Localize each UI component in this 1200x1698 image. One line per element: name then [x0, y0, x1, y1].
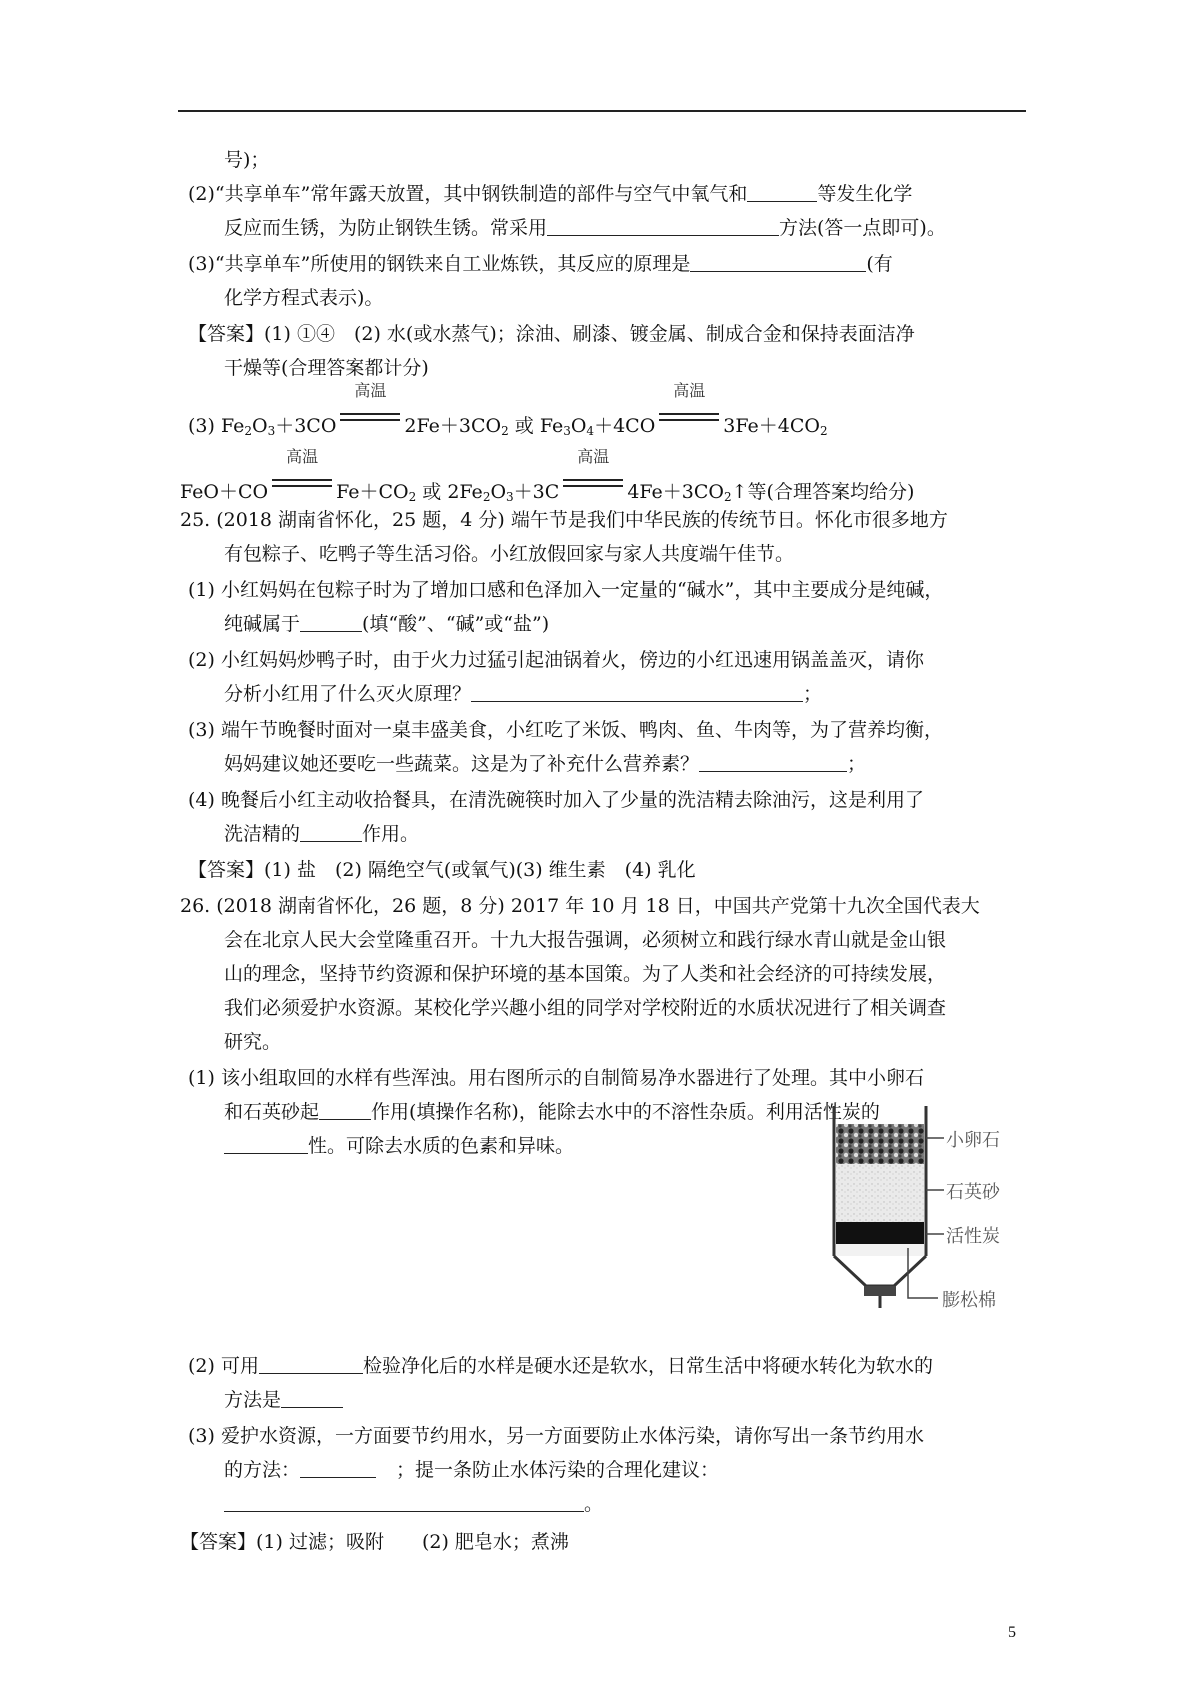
text-line: 会在北京人民大会堂隆重召开。十九大报告强调，必须树立和践行绿水青山就是金山银 [224, 929, 947, 951]
text-line: (4) 晚餐后小红主动收拾餐具，在清洗碗筷时加入了少量的洗洁精去除油污，这是利用了 [188, 789, 924, 811]
text-line: 化学方程式表示)。 [224, 287, 384, 309]
answer-blank [259, 1353, 363, 1374]
answer-blank [471, 681, 803, 702]
answer-blank [224, 1491, 584, 1512]
text-line: 。 [224, 1490, 603, 1520]
text-line: (2) 可用 检验净化后的水样是硬水还是软水，日常生活中将硬水转化为软水的 [188, 1355, 933, 1377]
water-purifier-figure [828, 1098, 1030, 1320]
reaction-condition: 高温 [270, 470, 334, 498]
text-line: (2)“共享单车”常年露天放置，其中钢铁制造的部件与空气中氧气和 等发生化学 [188, 183, 913, 205]
answer-line: 干燥等(合理答案都计分) [224, 357, 429, 379]
text-line: 分析小红用了什么灭火原理？ ； [224, 683, 823, 705]
text-line: 和石英砂起 作用(填操作名称)，能除去水中的不溶性杂质。利用活性炭的 [224, 1101, 880, 1123]
text-line: 研究。 [224, 1031, 282, 1053]
carbon-layer [836, 1222, 924, 1244]
page-number: 5 [1008, 1624, 1016, 1641]
answer-line: 【答案】(1) 过滤；吸附 (2) 肥皂水；煮沸 [180, 1531, 569, 1553]
answer-blank [747, 181, 817, 202]
figure-label: 石英砂 [946, 1182, 1000, 1203]
text-line: 有包粽子、吃鸭子等生活习俗。小红放假回家与家人共度端午佳节。 [224, 543, 795, 565]
text-line: 妈妈建议她还要吃一些蔬菜。这是为了补充什么营养素？ ； [224, 753, 867, 775]
question-25-title: 25. (2018 湖南省怀化，25 题，4 分) 端午节是我们中华民族的传统节日。怀化市很多地方 [180, 509, 948, 531]
answer-blank [547, 215, 779, 236]
figure-label: 活性炭 [946, 1226, 1000, 1247]
answer-blank [300, 1457, 376, 1478]
text-line: (3)“共享单车”所使用的钢铁来自工业炼铁，其反应的原理是 (有 [188, 253, 893, 275]
text-line: 反应而生锈，为防止钢铁生锈。常采用 方法(答一点即可)。 [224, 217, 946, 239]
question-26-title: 26. (2018 湖南省怀化，26 题，8 分) 2017 年 10 月 18 日，中国共产党第十九次全国代表大 [180, 895, 980, 917]
answer-blank [300, 611, 362, 632]
text-line: 我们必须爱护水资源。某校化学兴趣小组的同学对学校附近的水质状况进行了相关调查 [224, 997, 947, 1019]
answer-blank [690, 251, 866, 272]
text-line: 号)； [224, 149, 270, 171]
answer-line: 【答案】(1) ①④ (2) 水(或水蒸气)；涂油、刷漆、镀金属、制成合金和保持表面洁净 [188, 323, 915, 345]
text-line: 性。可除去水质的色素和异味。 [224, 1132, 574, 1162]
answer-line: 【答案】(1) 盐 (2) 隔绝空气(或氧气)(3) 维生素 (4) 乳化 [188, 859, 696, 881]
cotton-layer [836, 1244, 924, 1256]
equation-row: FeO＋CO 高温 $Fe+CO_2$ 或 $2Fe_2O_3+3C$ 高温 $4Fe+3CO_2↑$等(合理答案均给分) [180, 447, 915, 504]
reaction-condition: 高温 [657, 404, 721, 432]
equation-row: (3) $Fe_2O_3+3CO$ 高温 $2Fe+3CO_2$ 或 $Fe_3O_4+4CO$ 高温 $3Fe+4CO_2$ [188, 381, 828, 438]
text-line: 方法是 [224, 1386, 343, 1416]
reaction-condition: 高温 [338, 404, 402, 432]
text-line: (3) 爱护水资源，一方面要节约用水，另一方面要防止水体污染，请你写出一条节约用水 [188, 1425, 924, 1447]
header-rule [178, 110, 1026, 112]
text-line: (1) 小红妈妈在包粽子时为了增加口感和色泽加入一定量的“碱水”，其中主要成分是纯碱， [188, 579, 944, 601]
answer-blank [319, 1099, 371, 1120]
reaction-condition: 高温 [561, 470, 625, 498]
figure-label: 小卵石 [946, 1130, 1000, 1151]
answer-blank [281, 1387, 343, 1408]
answer-blank [699, 751, 847, 772]
text-line: 纯碱属于 (填“酸”、“碱”或“盐”) [224, 613, 550, 635]
text-line: 山的理念，坚持节约资源和保护环境的基本国策。为了人类和社会经济的可持续发展， [224, 963, 947, 985]
text-line: (2) 小红妈妈炒鸭子时，由于火力过猛引起油锅着火，傍边的小红迅速用锅盖盖灭，请你 [188, 649, 924, 671]
sand-layer [836, 1164, 924, 1222]
text-line: (3) 端午节晚餐时面对一桌丰盛美食，小红吃了米饭、鸭肉、鱼、牛肉等，为了营养均衡， [188, 719, 943, 741]
figure-label: 膨松棉 [942, 1290, 996, 1311]
pebble-layer [836, 1124, 924, 1164]
text-line: 洗洁精的 作用。 [224, 823, 420, 845]
text-line: 的方法： ；提一条防止水体污染的合理化建议： [224, 1459, 720, 1481]
answer-blank [224, 1133, 308, 1154]
text-line: (1) 该小组取回的水样有些浑浊。用右图所示的自制简易净水器进行了处理。其中小卵石 [188, 1067, 924, 1089]
nozzle [864, 1286, 896, 1296]
answer-blank [300, 821, 362, 842]
